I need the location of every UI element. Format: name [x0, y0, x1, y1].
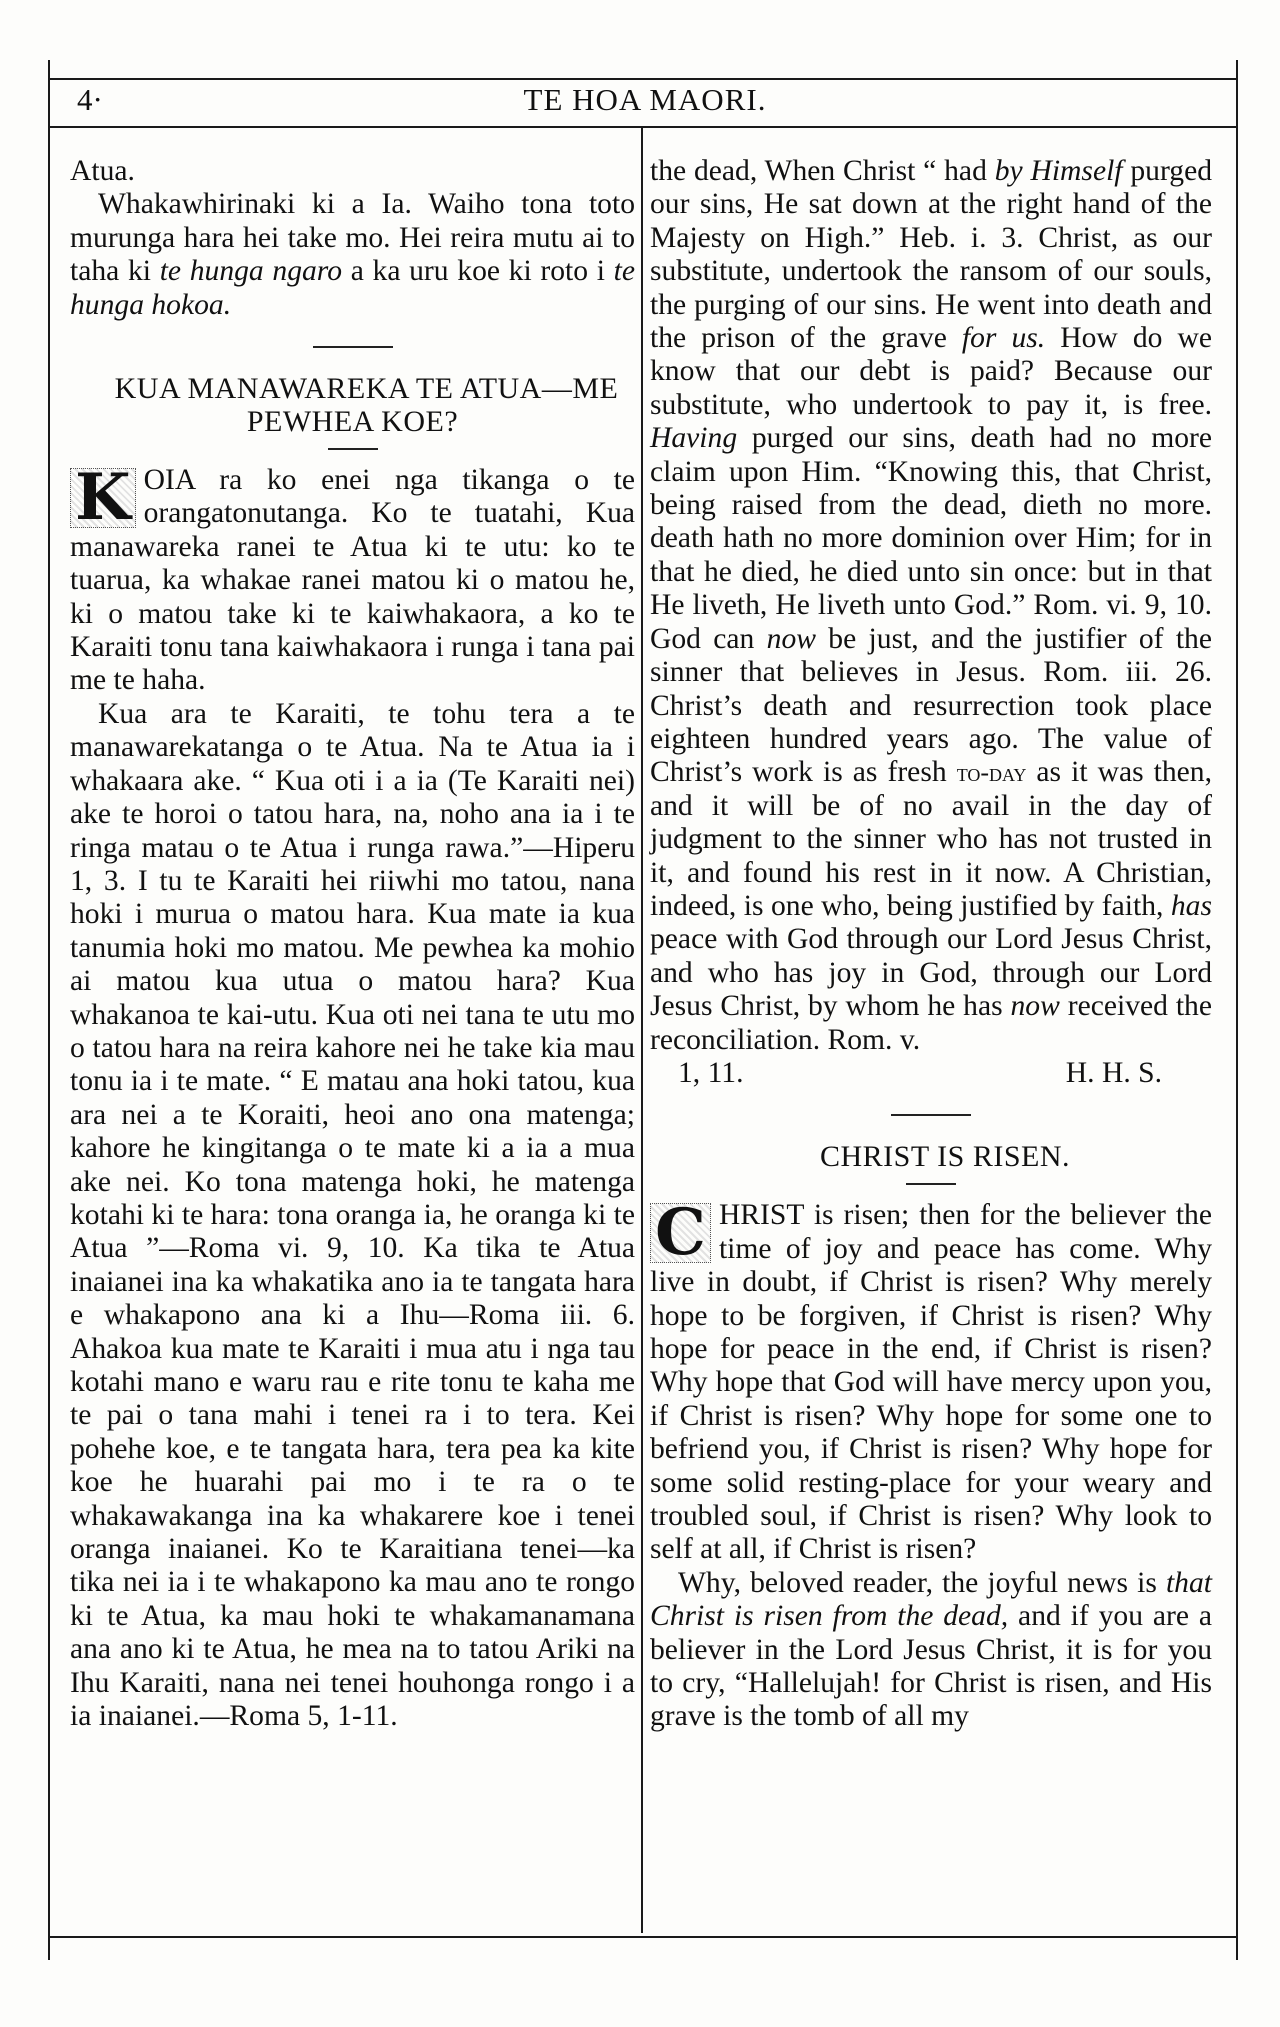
article-paragraph-1: [70, 460, 635, 698]
italic-run: for us.: [961, 322, 1046, 355]
right-column: [650, 155, 1212, 1734]
article-paragraph-2: Kua ara te Karaiti, te tohu tera a te manawarekatanga o te Atua. Na te Atua ia i whakaara ake. “ Kua oti i a ia (Te Karaiti nei) ake te horoi o tatou hara, na, noho ana ia i te ringa matau o te Atua i runga rawa.”—Hiperu 1, 3. I tu te Karaiti hei riiwhi mo tatou, nana hoki i murua o matou hara. Kua mate ia kua tanumia hoki mo matou. Me pewhea ka mohio ai matou kua utua o matou hara? Kua whakanoa te kai-utu. Kua oti nei tana te utu mo o tatou hara na reira kahore nei he take kia mau tonu ia i te mate. “ E matau ana hoki tatou, kua ara nei a te Koraiti, heoi ano ona matenga; kahore he kingitanga o te mate ki a ia a mua ake nei. Ko tona matenga hoki, he matenga kotahi ki te hara: tona oranga ia, he oranga ki te Atua ”—Roma vi. 9, 10. Ka tika te Atua inaianei ina ka whakatika ano ia te tangata hara e whakapono ana ki a Ihu—Roma iii. 6. Ahakoa kua mate te Karaiti i mua atu i nga tau kotahi mano e waru rau e rite tonu te kaha me te pai o tana mahi i tenei ra i to tera. Kei pohehe koe, e te tangata hara, tera pea ka kite koe he huarahi pai mo i te ra o te whakawakanga ina ka whakarere koe i tenei oranga inaianei. Ko te Karaitiana tenei—ka tika nei ia i te whakapono ka mau ano te rongo ki te Atua, ka mau hoki te whakamanamana ana ano ki te Atua, he mea na to tatou Ariki na Ihu Karaiti, nana nei tenei houhonga rongo i a ia inaianei.—Roma 5, 1-11.: [70, 697, 635, 1733]
text-run: peace with God through our Lord Jesus Christ, and who has joy in God, through our Lord Jesus Christ, by whom he has: [650, 923, 1212, 1023]
intro-paragraph: [70, 188, 635, 322]
page-header: [55, 82, 1235, 122]
section-separator: [313, 346, 393, 348]
text-run: purged our sins, He sat down at the right hand of the Majesty on High.” Heb. i. 3. Christ, as our substitute, undertook the ransom of our souls, the purging of our sins. He went into death and the prison of the grave: [650, 155, 1212, 355]
continued-paragraph: [650, 155, 1212, 1057]
left-column: [70, 155, 635, 1733]
heading-separator: [906, 1183, 956, 1185]
italic-run: by Himself: [994, 155, 1123, 187]
author-initials: H. H. S.: [1065, 1056, 1162, 1089]
article-paragraph-1: [650, 1195, 1212, 1566]
heading-separator: [328, 448, 378, 450]
italic-run: te hunga ngaro: [159, 255, 343, 288]
text-run: the dead, When Christ “ had: [650, 155, 995, 187]
italic-run: Having: [650, 422, 738, 455]
reference: 1, 11.: [678, 1056, 744, 1089]
text-run: Why, beloved reader, the joyful news is: [678, 1566, 1166, 1599]
text-run: and if you are a believer in the Lord Jesus Christ, it is for you to cry, “Hallelujah! for Christ is risen, and His grave is the tomb of all my: [650, 1600, 1212, 1733]
italic-run: now: [766, 622, 816, 655]
text-run: OIA ra ko enei nga tikanga o te orangatonutanga. Ko te tuatahi, Kua manawareka ranei te Atua ki te utu: ko te tuarua, ka whakae ranei matou ki o matou he, ki o matou take ki te kaiwhakaora, a ko te Karaiti tonu tana kaiwhakaora i runga i tana pai me te haha.: [70, 464, 635, 697]
text-run: as it was then, and it will be of no avail in the day of judgment to the sinner who has not trusted in it, and found his rest in it now. A Christian, indeed, is one who, being justified by faith,: [650, 756, 1212, 922]
decorative-dropcap: K: [70, 468, 136, 528]
text-run: a ka uru koe ki roto i: [342, 255, 614, 288]
small-caps-run: to-day: [956, 758, 1027, 788]
article-heading-maori: KUA MANAWAREKA TE ATUA—ME PEWHEA KOE?: [114, 372, 619, 439]
italic-run: now: [1010, 990, 1060, 1023]
header-rule: [48, 126, 1238, 128]
section-separator: [891, 1114, 971, 1116]
article-paragraph-2: [650, 1567, 1212, 1734]
page-number: 4·: [77, 82, 103, 117]
italic-run: te hunga hokoa.: [70, 255, 636, 321]
text-run: purged our sins, death had no more claim upon Him. “Knowing this, that Christ, being raised from the dead, dieth no more. death hath no more dominion over Him; for in that he died, he died unto sin once: but in that He liveth, He liveth unto God.” Rom. vi. 9, 10. God can: [650, 422, 1212, 655]
left-border: [48, 60, 50, 1960]
bottom-rule: [48, 1936, 1238, 1938]
text-run: Whakawhirinaki ki a Ia. Waiho tona toto murunga hara hei take mo. Hei reira mutu ai to taha ki: [70, 188, 635, 288]
article-heading-english: CHRIST IS RISEN.: [820, 1140, 1070, 1174]
italic-run: that Christ is risen from the dead,: [650, 1566, 1212, 1633]
text-run: How do we know that our debt is paid? Because our substitute, who undertook to pay it, is free.: [650, 322, 1212, 421]
publication-title: TE HOA MAORI.: [523, 82, 767, 117]
italic-run: has: [1170, 889, 1212, 922]
signature-line: [650, 1057, 1212, 1090]
text-run: be just, and the justifier of the sinner that believes in Jesus. Rom. iii. 26. Christ’s death and resurrection took place eighteen hundred years ago. The value of Christ’s work is as fresh: [650, 622, 1212, 789]
top-rule: [48, 78, 1238, 80]
intro-first-line: Atua.: [70, 155, 135, 187]
column-divider: [641, 128, 643, 1933]
decorative-dropcap: C: [650, 1203, 711, 1263]
right-border: [1236, 60, 1238, 1960]
text-run: received the reconciliation. Rom. v.: [650, 990, 1212, 1056]
text-run: HRIST is risen; then for the believer the time of joy and peace has come. Why live in doubt, if Christ is risen? Why merely hope to be forgiven, if Christ is risen? Why hope for peace in the end, if Christ is risen? Why hope that God will have mercy upon you, if Christ is risen? Why hope for some one to befriend you, if Christ is risen? Why hope for some solid resting-place for your weary and troubled soul, if Christ is risen? Why look to self at all, if Christ is risen?: [650, 1199, 1212, 1566]
